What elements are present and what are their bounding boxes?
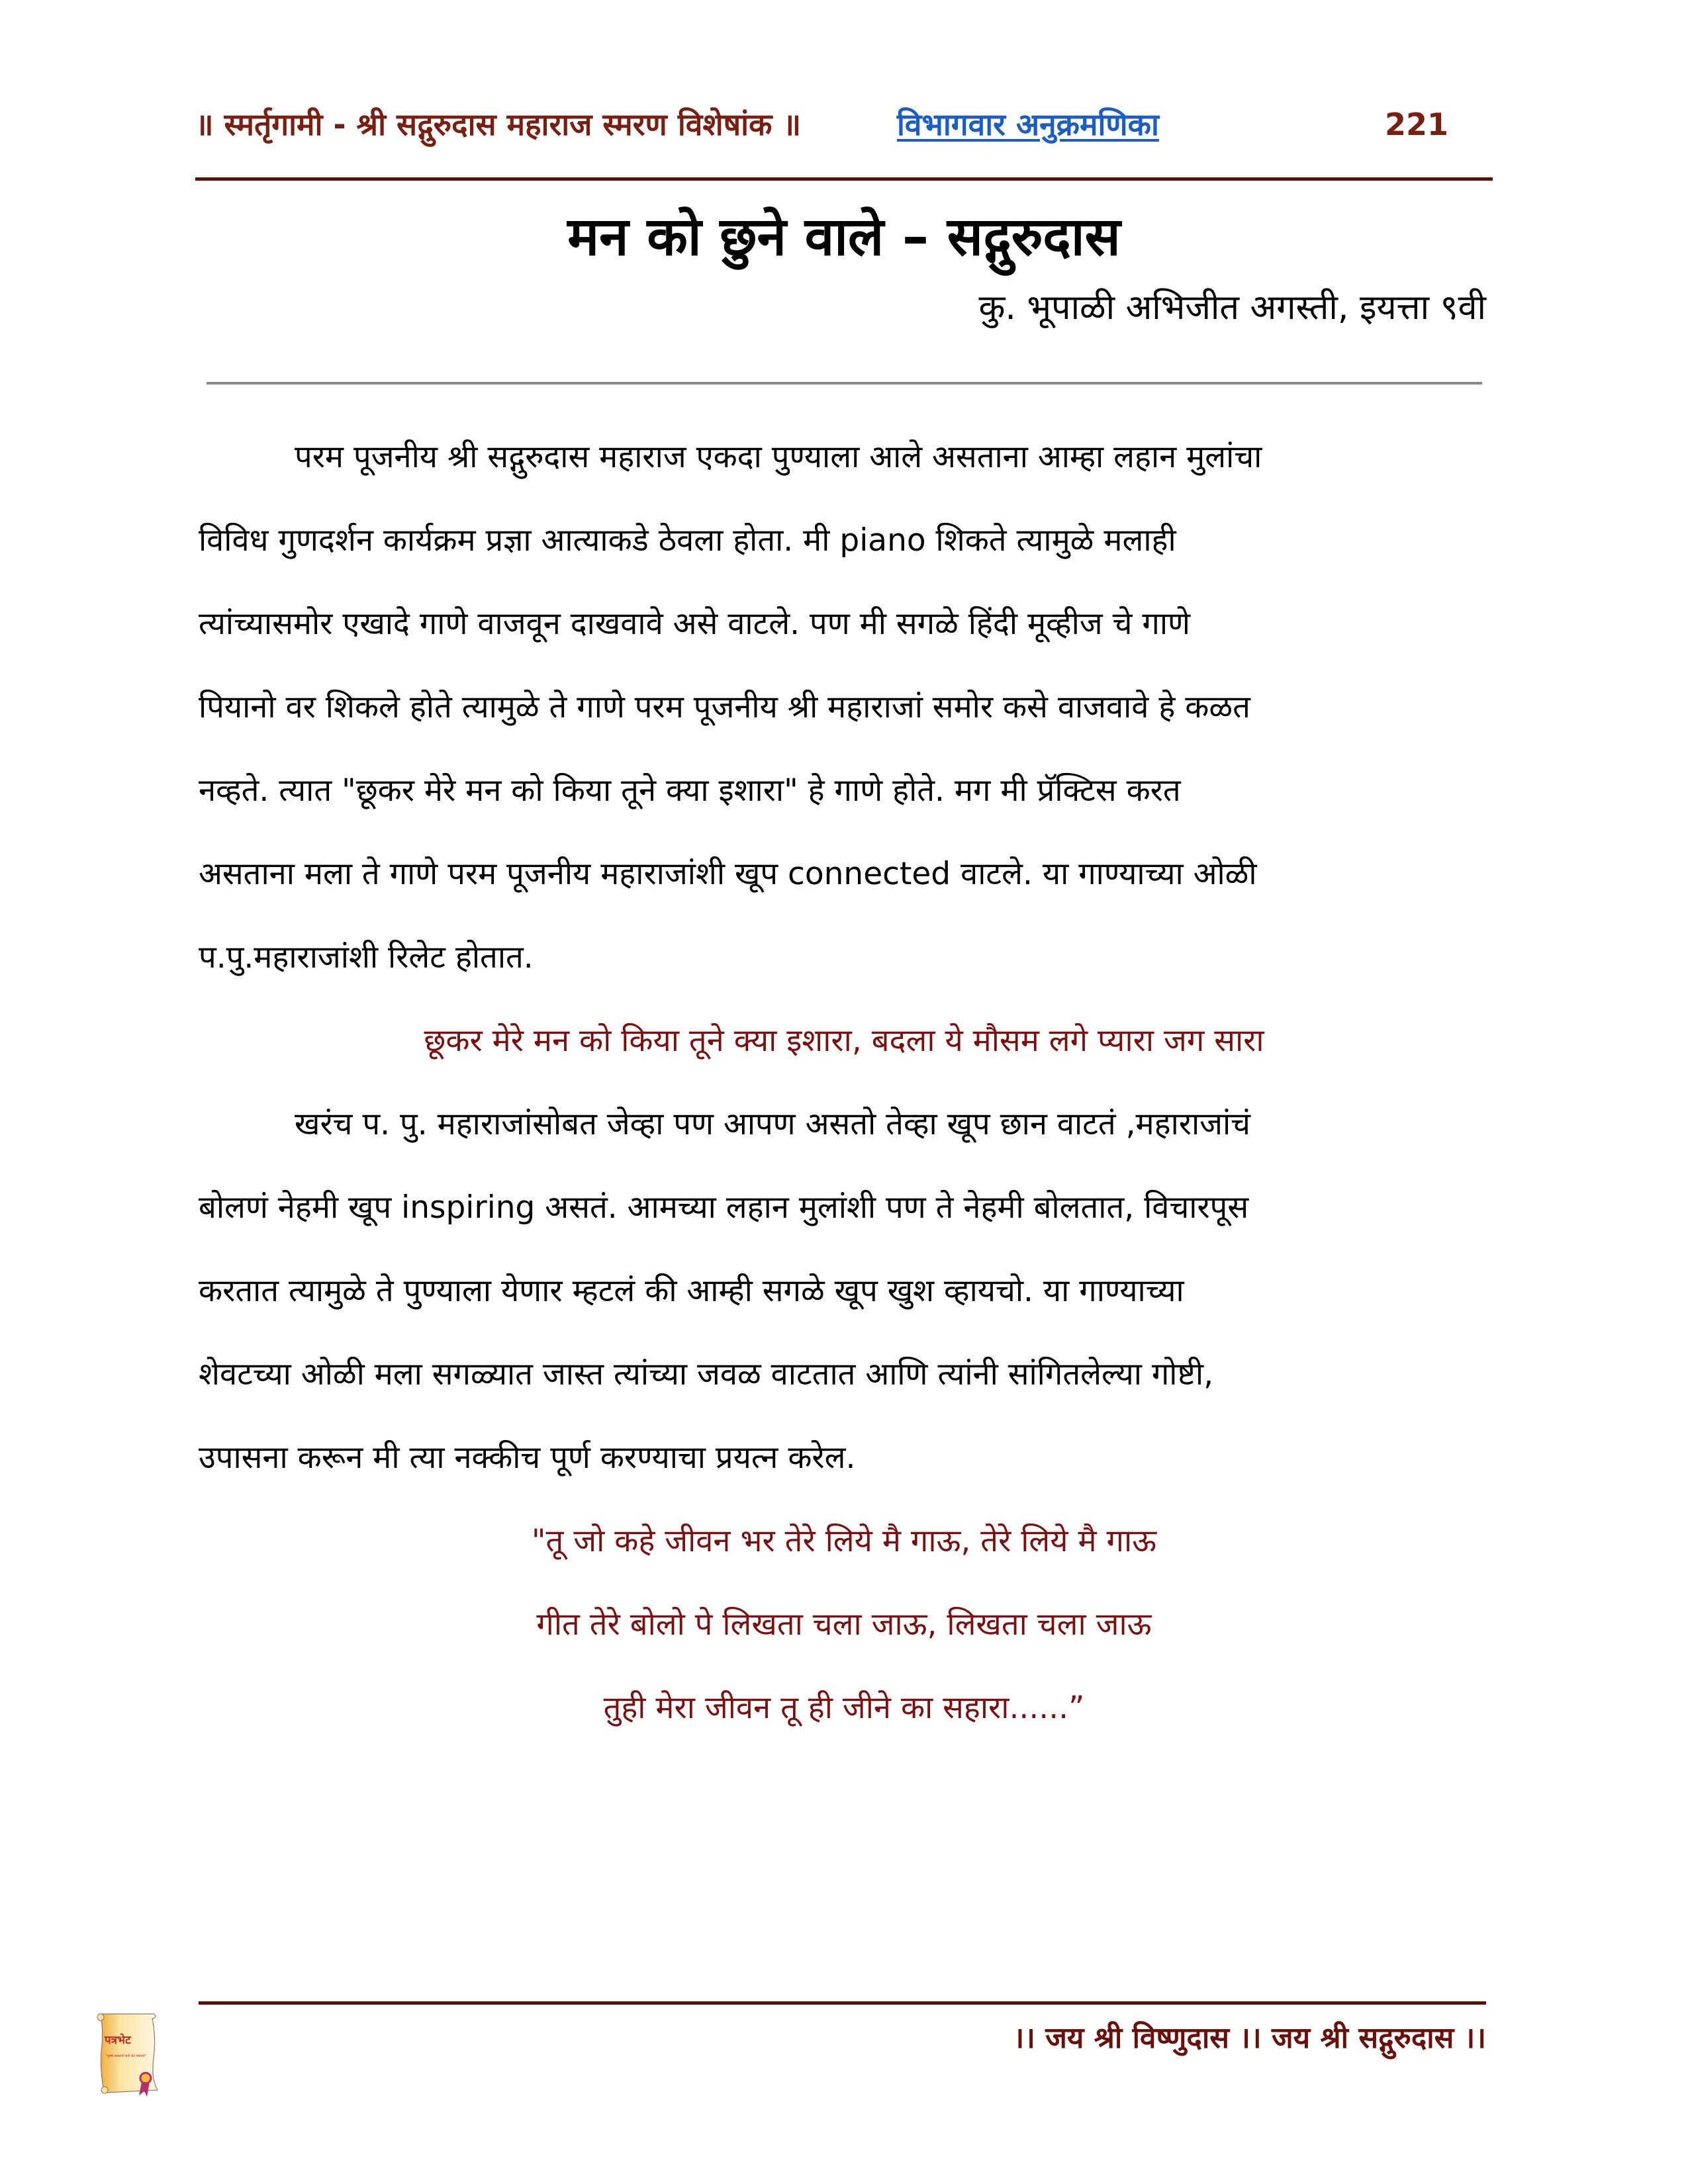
article-author: कु. भूपाळी अभिजीत अगस्ती, इयत्ता ९वी — [978, 288, 1486, 328]
paragraph-line: प.पु.महाराजांशी रिलेट होतात. — [199, 939, 534, 976]
paragraph-line: शेवटच्या ओळी मला सगळ्यात जास्त त्यांच्या जवळ वाटतात आणि त्यांनी सांगितलेल्या गोष्टी, — [199, 1356, 1214, 1392]
paragraph-line: करतात त्यामुळे ते पुण्याला येणार म्हटलं की आम्ही सगळे खूप खुश व्हायचो. या गाण्याच्या — [199, 1273, 1184, 1309]
patrabhet-scroll-logo — [93, 2012, 172, 2098]
paragraph-line: विविध गुणदर्शन कार्यक्रम प्रज्ञा आत्याकडे ठेवला होता. मी piano शिकते त्यामुळे मलाही — [199, 522, 1176, 559]
footer-divider — [199, 2001, 1486, 2005]
paragraph-line: पियानो वर शिकले होते त्यामुळे ते गाणे परम पूजनीय श्री महाराजां समोर कसे वाजवावे हे कळत — [199, 689, 1250, 725]
paragraph-line: परम पूजनीय श्री सद्गुरुदास महाराज एकदा पुण्याला आले असताना आम्हा लहान मुलांचा — [295, 439, 1262, 475]
article-title: मन को छुने वाले – सद्गुरुदास — [567, 206, 1121, 267]
paragraph-line: नव्हते. त्यात "छूकर मेरे मन को किया तूने क्या इशारा" हे गाणे होते. मग मी प्रॅक्टिस करत — [199, 772, 1181, 809]
lyric-line: गीत तेरे बोलो पे लिखता चला जाऊ, लिखता चला जाऊ — [536, 1606, 1152, 1643]
page-header — [195, 98, 1483, 151]
paragraph-line: बोलणं नेहमी खूप inspiring असतं. आमच्या लहान मुलांशी पण ते नेहमी बोलतात, विचारपूस — [199, 1189, 1249, 1226]
paragraph-line: त्यांच्यासमोर एखादे गाणे वाजवून दाखवावे असे वाटले. पण मी सगळे हिंदी मूव्हीज चे गाणे — [199, 606, 1190, 642]
publication-title: ॥ स्मर्तृगामी - श्री सद्गुरुदास महाराज स्मरण विशेषांक ॥ — [195, 107, 801, 142]
title-divider — [207, 382, 1482, 385]
page-number: 221 — [1385, 107, 1449, 142]
closing-lyric-block — [0, 1500, 1688, 1750]
paragraph-line: उपासना करून मी त्या नक्कीच पूर्ण करण्याचा प्रयत्न करेल. — [199, 1439, 856, 1476]
section-index-link[interactable]: विभागवार अनुक्रमणिका — [897, 107, 1159, 142]
lyric-line: तुही मेरा जीवन तू ही जीने का सहारा......” — [603, 1690, 1085, 1726]
logo-tagline: "कृष्ण सख्याचे पाहो सेत मंडपाचे" — [106, 2054, 146, 2058]
logo-label: पत्रभेट — [105, 2034, 131, 2047]
lyric-line: "तू जो कहे जीवन भर तेरे लिये मै गाऊ, तेरे लिये मै गाऊ — [531, 1523, 1157, 1559]
paragraph-1 — [199, 416, 1483, 999]
paragraph-line: खरंच प. पु. महाराजांसोबत जेव्हा पण आपण असतो तेव्हा खूप छान वाटतं ,महाराजांचं — [295, 1106, 1251, 1142]
footer-motto: ।। जय श्री विष्णुदास ।। जय श्री सद्गुरुदास ।। — [1013, 2021, 1486, 2055]
paragraph-2 — [199, 1083, 1483, 1500]
header-divider — [195, 177, 1493, 181]
paragraph-line: असताना मला ते गाणे परम पूजनीय महाराजांशी खूप connected वाटले. या गाण्याच्या ओळी — [199, 856, 1257, 892]
song-lyric-quote: छूकर मेरे मन को किया तूने क्या इशारा, बदला ये मौसम लगे प्यारा जग सारा — [424, 1023, 1264, 1059]
